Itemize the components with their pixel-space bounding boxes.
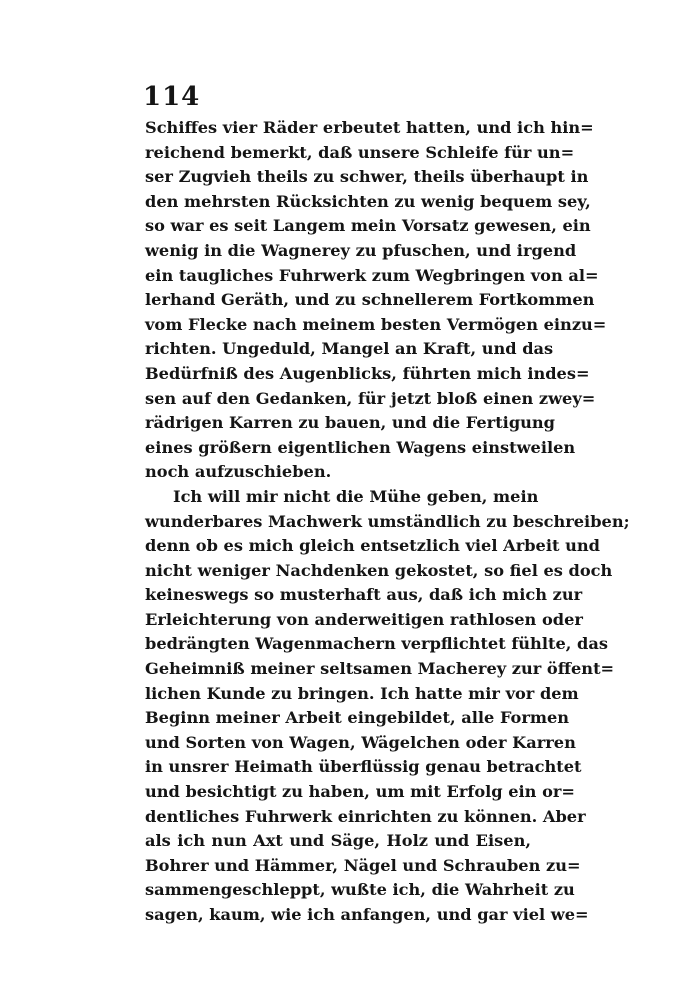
text-line: Schiffes vier Räder erbeutet hatten, und ich hin= — [145, 118, 594, 137]
text-line: bedrängten Wagenmachern verpflichtet fühlte, das — [145, 634, 608, 654]
text-line: wunderbares Machwerk umständlich zu beschreiben; — [145, 511, 630, 531]
text-line: keineswegs so musterhaft aus, daß ich mich zur — [145, 585, 583, 605]
text-line: lerhand Geräth, und zu schnellerem Fortkommen — [145, 290, 595, 310]
text-line: sagen, kaum, wie ich anfangen, und gar viel we= — [145, 905, 589, 924]
text-line: den mehrsten Rücksichten zu wenig bequem sey, — [145, 191, 591, 211]
text-line: Beginn meiner Arbeit eingebildet, alle Formen — [145, 708, 570, 728]
text-line: dentliches Fuhrwerk einrichten zu können. Aber — [145, 806, 586, 826]
text-line: nicht weniger Nachdenken gekostet, so fiel es doch — [145, 560, 613, 580]
text-line: richten. Ungeduld, Mangel an Kraft, und das — [145, 339, 554, 359]
text-line: ser Zugvieh theils zu schwer, theils überhaupt in — [145, 167, 589, 187]
text-line: lichen Kunde zu bringen. Ich hatte mir vor dem — [145, 683, 579, 703]
text-line: sen auf den Gedanken, für jetzt bloß einen zwey= — [145, 388, 596, 408]
paragraph — [145, 485, 630, 928]
text-line: reichend bemerkt, daß unsere Schleife für un= — [145, 142, 575, 162]
text-line: ein taugliches Fuhrwerk zum Wegbringen von al= — [145, 265, 599, 285]
text-line: eines größern eigentlichen Wagens einstweilen — [145, 437, 576, 457]
text-line: als ich nun Axt und Säge, Holz und Eisen, — [145, 831, 531, 851]
text-line: Bohrer und Hämmer, Nägel und Schrauben zu= — [145, 855, 581, 875]
text-line: und Sorten von Wagen, Wägelchen oder Karren — [145, 732, 576, 752]
paragraph — [145, 116, 607, 485]
text-line: so war es seit Langem mein Vorsatz gewesen, ein — [145, 216, 591, 236]
text-line: Geheimniß meiner seltsamen Macherey zur öffent= — [145, 659, 615, 679]
text-line: denn ob es mich gleich entsetzlich viel Arbeit und — [145, 536, 600, 556]
text-line: vom Flecke nach meinem besten Vermögen einzu= — [145, 314, 607, 334]
page-number: 114 — [143, 82, 201, 112]
body-text — [145, 116, 630, 928]
text-line: rädrigen Karren zu bauen, und die Fertigung — [145, 413, 555, 433]
text-line: noch aufzuschieben. — [145, 462, 332, 482]
text-line: wenig in die Wagnerey zu pfuschen, und irgend — [145, 240, 577, 260]
text-line: und besichtigt zu haben, um mit Erfolg ein or= — [145, 782, 575, 802]
text-line: Erleichterung von anderweitigen rathlosen oder — [145, 609, 583, 629]
text-line: sammengeschleppt, wußte ich, die Wahrheit zu — [145, 880, 575, 900]
text-line: Bedürfniß des Augenblicks, führten mich indes= — [145, 363, 590, 383]
text-line: in unsrer Heimath überflüssig genau betrachtet — [145, 757, 582, 777]
text-line: Ich will mir nicht die Mühe geben, mein — [173, 486, 539, 506]
